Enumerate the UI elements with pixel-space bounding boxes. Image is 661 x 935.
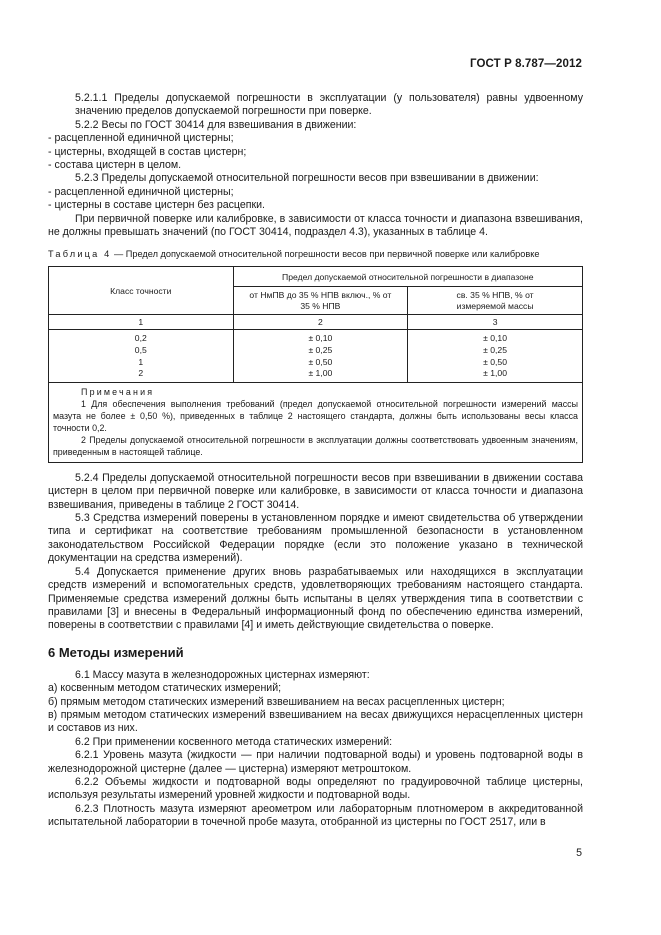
col-header-range-low: от НмПВ до 35 % НПВ включ., % от 35 % НПВ — [233, 287, 408, 315]
note-1: 1 Для обеспечения выполнения требований (предел допускаемой относительной погрешности измерений массы мазута не более ± 0,50 %), приведенных в таблице 2 настоящего стандарта, должны быть использованы весы класса точности 0,2. — [53, 398, 578, 433]
table-cell: ± 0,10 — [308, 333, 333, 344]
table-cell: ± 0,50 — [308, 356, 333, 367]
block-5-2-4-to-5-4 — [48, 472, 583, 633]
table-cell: ± 0,10 — [483, 333, 507, 344]
list-item: - расцепленной единичной цистерны; — [48, 185, 234, 198]
table-cell: ± 0,25 — [483, 345, 507, 356]
paragraph-limits: При первичной поверке или калибровке, в зависимости от класса точности и диапазона взвешивания, не должны превышать значений (по ГОСТ 30414, подраздел 4.3), указанных в таблице 4. — [48, 212, 583, 239]
paragraph-5-3: 5.3 Средства измерений поверены в установленном порядке и имеют свидетельства об утверждении типа и сертификат на соответствие требованиям промышленной безопасности в установленном законодательством Российской Федерации порядке (если это положение указано в технической документации на средства измерений). — [48, 512, 583, 565]
table-notes — [49, 382, 583, 462]
table-cell: 0,5 — [134, 345, 147, 356]
document-code: ГОСТ Р 8.787—2012 — [470, 58, 582, 70]
table-cell: 2 — [138, 368, 144, 379]
note-2: 2 Пределы допускаемой относительной погрешности в эксплуатации должны соответствовать удвоенным значениям, приведенным в настоящей таблице. — [53, 434, 578, 457]
page-body — [48, 92, 583, 830]
paragraph-6-2-1: 6.2.1 Уровень мазута (жидкости — при наличии подтоварной воды) и уровень подтоварной воды в железнодорожной цистерне (далее — цистерна) измеряют метроштоком. — [48, 749, 583, 775]
list-item: - цистерны в составе цистерн без расцепки. — [48, 199, 265, 212]
range-low-column — [233, 330, 408, 382]
paragraph-5-2-3: 5.2.3 Пределы допускаемой относительной погрешности весов при взвешивании в движении: — [75, 172, 539, 185]
col-header-range-high: св. 35 % НПВ, % от измеряемой массы — [408, 287, 583, 315]
col-num: 2 — [233, 315, 408, 330]
paragraph-6-2-2: 6.2.2 Объемы жидкости и подтоварной воды определяют по градуировочной таблице цистерны, используя результаты измерений уровней жидкости и подтоварной воды. — [48, 775, 583, 802]
table-4 — [48, 266, 583, 462]
table-cell: 1 — [138, 356, 144, 367]
table-cell: ± 0,25 — [308, 345, 333, 356]
col-num: 1 — [49, 315, 234, 330]
paragraph-5-2-1-1: 5.2.1.1 Пределы допускаемой погрешности в эксплуатации (у пользователя) равны удвоенному значению пределов допускаемой погрешности при поверке. — [75, 92, 583, 118]
class-column — [49, 330, 234, 382]
notes-title: Примечания — [81, 386, 155, 397]
list-item: в) прямым методом статических измерений взвешиванием на весах движущихся нерасцепленных цистерн и составов из них. — [48, 708, 583, 735]
paragraph-6-1: 6.1 Массу мазута в железнодорожных цистернах измеряют: — [75, 668, 370, 681]
list-item: б) прямым методом статических измерений взвешиванием на весах расцепленных цистерн; — [48, 695, 505, 708]
col-header-class: Класс точности — [49, 267, 234, 315]
paragraph-5-2-4: 5.2.4 Пределы допускаемой относительной погрешности весов при взвешивании в движении состава цистерн в целом при первичной поверке или калибровке, в зависимости от класса точности и диапазона взвешивания, приведены в таблице 2 ГОСТ 30414. — [48, 471, 583, 511]
table-cell: 0,2 — [134, 333, 147, 344]
list-item: - цистерны, входящей в состав цистерн; — [48, 145, 247, 158]
table-cell: ± 0,50 — [483, 356, 507, 367]
table-cell: ± 1,00 — [308, 368, 333, 379]
paragraph-6-2-3: 6.2.3 Плотность мазута измеряют ареометром или лабораторным плотномером в аккредитованной испытательной лаборатории в точечной пробе мазута, отобранной из цистерны по ГОСТ 2517, или в — [48, 802, 583, 829]
paragraph-5-4: 5.4 Допускается применение других вновь разрабатываемых или находящихся в эксплуатации средств измерений и вспомогательных средств, удовлетворяющих требованиям настоящего стандарта. Применяемые средства измерений должны быть испытаны в целях утверждения типа в соответствии с правилами [3] и внесены в Федеральный информационный фонд по обеспечению единства измерений, поверены в соответствии с правилами [4] и иметь действующие свидетельства о поверке. — [48, 565, 583, 632]
list-item: - состава цистерн в целом. — [48, 159, 182, 172]
range-high-column — [408, 330, 583, 382]
section-heading: 6 Методы измерений — [48, 644, 184, 660]
page-number: 5 — [576, 847, 582, 859]
table-cell: ± 1,00 — [483, 368, 507, 379]
list-item: - расцепленной единичной цистерны; — [48, 132, 234, 145]
section-6 — [48, 645, 583, 830]
paragraph-5-2-2: 5.2.2 Весы по ГОСТ 30414 для взвешивания в движении: — [75, 118, 357, 131]
list-item: а) косвенным методом статических измерений; — [48, 682, 282, 695]
paragraph-6-2: 6.2 При применении косвенного метода статических измерений: — [75, 735, 393, 748]
table-caption: Таблица 4 — Предел допускаемой относительной погрешности весов при первичной поверке или калибровке — [48, 249, 540, 260]
group-header: Предел допускаемой относительной погрешности в диапазоне — [233, 267, 582, 287]
col-num: 3 — [408, 315, 583, 330]
